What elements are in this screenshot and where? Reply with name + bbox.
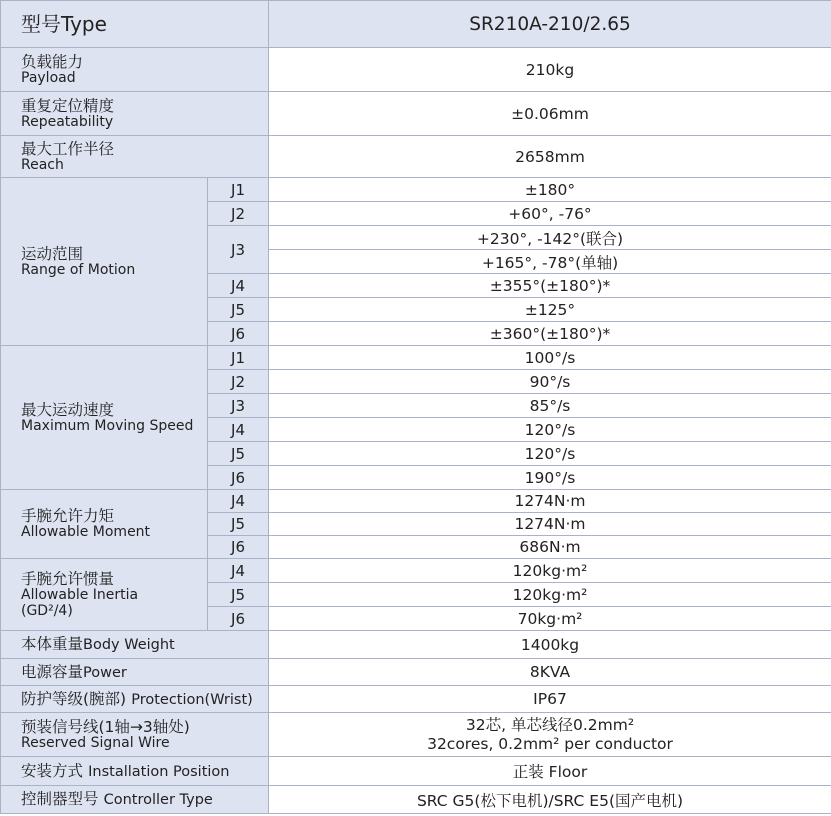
row-repeatability [1, 92, 831, 136]
axis-label: J3 [208, 394, 269, 418]
row-signal-wire [1, 713, 831, 757]
installation-value: 正装 Floor [269, 757, 831, 786]
reach-value: 2658mm [269, 136, 831, 178]
repeatability-label: 重复定位精度 Repeatability [1, 92, 269, 136]
speed-value: 90°/s [269, 370, 831, 394]
motion-value: ±125° [269, 298, 831, 322]
speed-value: 120°/s [269, 418, 831, 442]
power-value: 8KVA [269, 659, 831, 686]
axis-label: J6 [208, 607, 269, 631]
installation-label: 安装方式 Installation Position [1, 757, 269, 786]
axis-label: J3 [208, 226, 269, 274]
body-weight-label: 本体重量Body Weight [1, 631, 269, 659]
axis-label: J5 [208, 442, 269, 466]
speed-value: 85°/s [269, 394, 831, 418]
moment-value: 686N·m [269, 536, 831, 559]
allowable-inertia-label: 手腕允许惯量 Allowable Inertia (GD²/4) [1, 559, 208, 631]
protection-value: IP67 [269, 686, 831, 713]
payload-label: 负载能力 Payload [1, 48, 269, 92]
motion-value: +165°, -78°(单轴) [269, 250, 831, 274]
speed-value: 120°/s [269, 442, 831, 466]
axis-label: J6 [208, 466, 269, 490]
repeatability-value: ±0.06mm [269, 92, 831, 136]
row-inertia-j4 [1, 559, 831, 583]
body-weight-value: 1400kg [269, 631, 831, 659]
row-body-weight [1, 631, 831, 659]
row-payload [1, 48, 831, 92]
motion-value: ±360°(±180°)* [269, 322, 831, 346]
signal-wire-label: 预装信号线(1轴→3轴处) Reserved Signal Wire [1, 713, 269, 757]
axis-label: J6 [208, 322, 269, 346]
inertia-value: 120kg·m² [269, 583, 831, 607]
type-label: 型号Type [1, 1, 269, 48]
row-power [1, 659, 831, 686]
moment-value: 1274N·m [269, 513, 831, 536]
row-installation [1, 757, 831, 786]
motion-range-label: 运动范围 Range of Motion [1, 178, 208, 346]
axis-label: J1 [208, 178, 269, 202]
row-controller [1, 786, 831, 814]
inertia-value: 70kg·m² [269, 607, 831, 631]
axis-label: J6 [208, 536, 269, 559]
allowable-moment-label: 手腕允许力矩 Allowable Moment [1, 490, 208, 559]
axis-label: J2 [208, 202, 269, 226]
row-protection [1, 686, 831, 713]
speed-value: 190°/s [269, 466, 831, 490]
axis-label: J2 [208, 370, 269, 394]
type-value: SR210A-210/2.65 [269, 1, 831, 48]
speed-value: 100°/s [269, 346, 831, 370]
axis-label: J4 [208, 418, 269, 442]
row-moment-j4 [1, 490, 831, 513]
row-type [1, 1, 831, 48]
controller-value: SRC G5(松下电机)/SRC E5(国产电机) [269, 786, 831, 814]
row-reach [1, 136, 831, 178]
max-speed-label: 最大运动速度 Maximum Moving Speed [1, 346, 208, 490]
moment-value: 1274N·m [269, 490, 831, 513]
row-speed-j1 [1, 346, 831, 370]
row-motion-j1 [1, 178, 831, 202]
axis-label: J4 [208, 490, 269, 513]
axis-label: J4 [208, 559, 269, 583]
motion-value: +60°, -76° [269, 202, 831, 226]
power-label: 电源容量Power [1, 659, 269, 686]
axis-label: J5 [208, 513, 269, 536]
axis-label: J5 [208, 298, 269, 322]
protection-label: 防护等级(腕部) Protection(Wrist) [1, 686, 269, 713]
signal-wire-value: 32芯, 单芯线径0.2mm² 32cores, 0.2mm² per conductor [269, 713, 831, 757]
motion-value: ±180° [269, 178, 831, 202]
inertia-value: 120kg·m² [269, 559, 831, 583]
controller-label: 控制器型号 Controller Type [1, 786, 269, 814]
axis-label: J4 [208, 274, 269, 298]
payload-value: 210kg [269, 48, 831, 92]
axis-label: J5 [208, 583, 269, 607]
reach-label: 最大工作半径 Reach [1, 136, 269, 178]
axis-label: J1 [208, 346, 269, 370]
motion-value: ±355°(±180°)* [269, 274, 831, 298]
motion-value: +230°, -142°(联合) [269, 226, 831, 250]
